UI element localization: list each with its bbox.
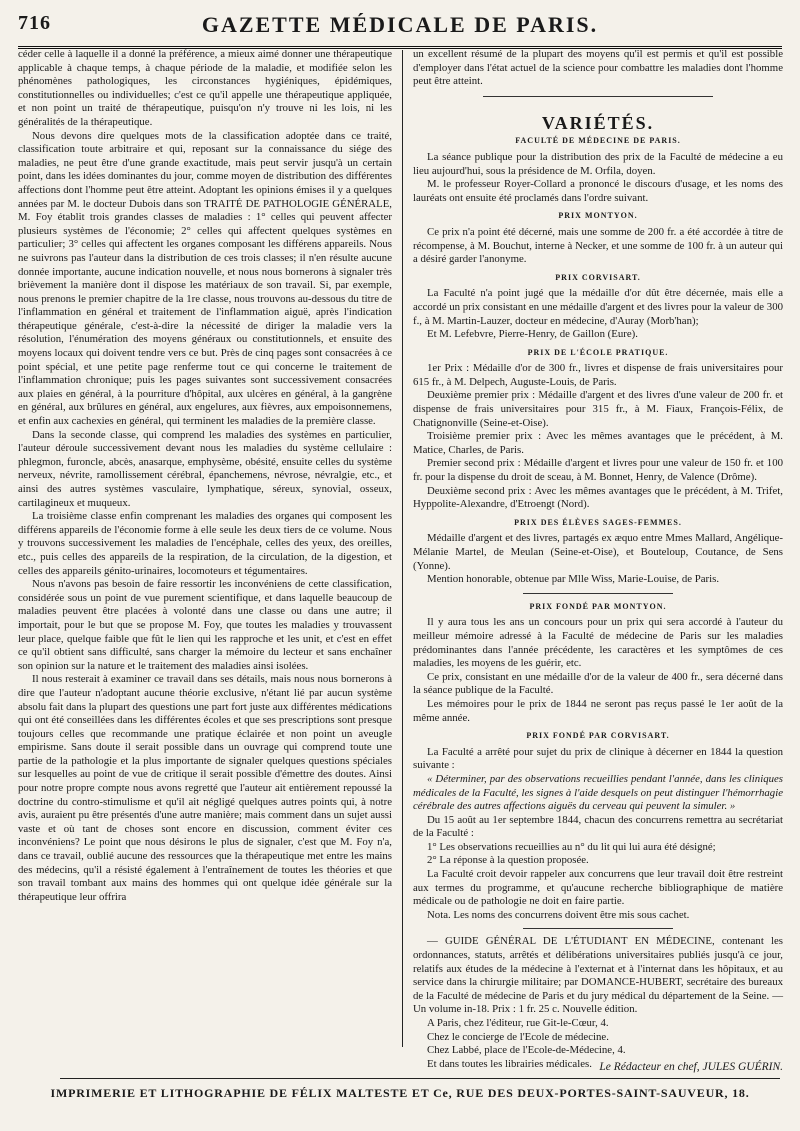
article-paragraph: Dans la seconde classe, qui comprend les maladies des systèmes en particulier, l'auteur déroule successivement devant nous les maladies du système cellulaire : phlegmon, furoncle, abcès, anasarque, emphysème, obésité, ensuite celles du système nerveux, névrite, ramollissement cérébral, épanchemens, névrose, névralgie, etc., et ainsi des autres systèmes vasculaire, lymphatique, séreux, synovial, osseux, cartilagineux et muqueux. bbox=[18, 428, 392, 509]
news-paragraph: — GUIDE GÉNÉRAL DE L'ÉTUDIANT EN MÉDECINE, contenant les ordonnances, statuts, arrêtés et délibérations universitaires publiés jusqu'à ce jour, relatifs aux études de la médecine à l'externat et à l'internat dans les hôpitaux, et au service dans la chirurgie militaire; par DOMANCE-HUBERT, secrétaire des bureaux de la Faculté de médecine de Paris et du jury médical du département de la Seine. — Un volume in-18. Prix : 1 fr. 25 c. Nouvelle édition. bbox=[413, 935, 783, 1016]
news-paragraph: Deuxième premier prix : Médaille d'argent et des livres d'une valeur de 200 fr. et dispense de frais universitaires pour 315 fr., à M. Fiaux, François-Félix, de Chatignonville (Seine-et-Oise). bbox=[413, 389, 783, 429]
section-title: VARIÉTÉS. bbox=[541, 112, 655, 133]
column-divider bbox=[402, 50, 403, 1047]
printer-imprint: IMPRIMERIE ET LITHOGRAPHIE DE FÉLIX MALTESTE ET Ce, RUE DES DEUX-PORTES-SAINT-SAUVEUR, 18. bbox=[50, 1086, 750, 1100]
editor-signature: Le Rédacteur en chef, JULES GUÉRIN. bbox=[599, 1061, 783, 1073]
news-paragraph: Chez le concierge de l'Ecole de médecine. bbox=[427, 1030, 609, 1043]
section-separator bbox=[523, 928, 673, 929]
footer-rule bbox=[60, 1078, 780, 1079]
news-paragraph: La Faculté a arrêté pour sujet du prix de clinique à décerner en 1844 la question suivante : bbox=[413, 745, 783, 772]
prize-heading: PRIX CORVISART. bbox=[555, 272, 641, 282]
article-paragraph: céder celle à laquelle il a donné la préférence, a mieux aimé donner une thérapeutique applicable à chaque temps, à chaque période de la maladie, et modifiée selon les phénomènes pathologiques, les circonstances hygiéniques, épidémiques, constitutionnelles ou individuelles; c'est ce qu'il appelle une thérapeutique appliquée, et non point un traité de thérapeutique, puisqu'on n'y trouve ni les lois, ni les généralités de la thérapeutique. bbox=[18, 48, 392, 128]
news-paragraph: Et M. Lefebvre, Pierre-Henry, de Gaillon (Eure). bbox=[427, 328, 638, 341]
news-paragraph: Nota. Les noms des concurrens doivent être mis sous cachet. bbox=[427, 908, 690, 921]
article-paragraph: Nous devons dire quelques mots de la classification adoptée dans ce traité, classification toute arbitraire et qui, reposant sur la connaissance du siége des maladies, ne peut être d'une grande exactitude, mais peut servir jusqu'à un certain point, dans les idées dominantes du jour, comme moyen de distribution des différentes affections dont l'homme peut être atteint. Adoptant les opinions émises il y a quelques années par M. le docteur Dubois dans son TRAITÉ DE PATHOLOGIE GÉNÉRALE, M. Foy établit trois grandes classes de maladies : 1° celles qui peuvent affecter plusieurs systèmes de l'économie; 2° celles qui affectent quelques systèmes en particulier; 3° celles qui affectent les organes composant les différens appareils. Nous ne suivrons pas l'auteur dans la distribution de ces trois classes; il n'en résulte aucune donnée importante, aucune indication nouvelle, et nous nous bornerons à signaler très brièvement la manière dont il dispose les matériaux de son travail. Si, par exemple, nous prenons le premier chapitre de la 1re classe, nous trouvons au-dessous du titre de l'inflammation en général et traitement de l'inflammation aiguë, après l'indication thérapeutique générale, c'est-à-dire la nécessité de diriger la maladie vers la résolution, l'énumération des moyens généraux ou constitutionnels, et ensuite des moyens locaux qui doivent tendre vers ce but. Près de cinq pages sont consacrées à ce point spécial, et une petite page renferme tout ce qui concerne le traitement de l'inflammation chronique; puis les pages suivantes sont successivement consacrées aux plaies en général, à la pourriture d'hôpital, aux ulcères en général, à la gangrène en général, aux brûlures en général, aux engelures, aux fièvres, aux empoisonnemens, et enfin aux cachexies en général, qui terminent les maladies de la première classe. bbox=[18, 129, 392, 428]
news-paragraph: Il y aura tous les ans un concours pour un prix qui sera accordé à l'auteur du meilleur mémoire adressé à la Faculté de médecine de Paris sur les maladies prédominantes dans l'année précédente, les caractères et les symptômes de ces maladies, les moyens de les guérir, etc. bbox=[413, 616, 783, 670]
prize-heading: PRIX FONDÉ PAR CORVISART. bbox=[526, 731, 670, 741]
news-paragraph: Et dans toutes les librairies médicales. bbox=[427, 1057, 592, 1070]
page-header bbox=[18, 12, 782, 49]
news-paragraph: 2° La réponse à la question proposée. bbox=[427, 854, 589, 867]
page-number: 716 bbox=[18, 12, 51, 34]
news-paragraph: Mention honorable, obtenue par Mlle Wiss, Marie-Louise, de Paris. bbox=[427, 573, 720, 586]
news-paragraph: Médaille d'argent et des livres, partagés ex æquo entre Mmes Mallard, Angélique-Mélanie Martel, de Meulan (Seine-et-Oise), et Bouteloup, Coutance, de Sens (Yonne). bbox=[413, 532, 783, 572]
news-paragraph: 1° Les observations recueillies au n° du lit qui lui aura été désigné; bbox=[427, 840, 716, 853]
section-separator bbox=[523, 593, 673, 594]
prize-heading: PRIX FONDÉ PAR MONTYON. bbox=[529, 601, 667, 611]
news-paragraph: Chez Labbé, place de l'Ecole-de-Médecine, 4. bbox=[427, 1044, 626, 1057]
article-paragraph: Nous n'avons pas besoin de faire ressortir les inconvéniens de cette classification, considérée sous un point de vue purement scientifique, et dans laquelle beaucoup de maladies peuvent être placées à volonté dans une classe ou dans une autre; il importait, pour le but que se propose M. Foy, que toutes les maladies y trouvassent leur place, quelque faible que fût le lien qui les rapproche et les unit, et c'est en effet ce qu'il obtient sans difficulté, sans charger la mémoire du lecteur et sans enchaîner son opinion sur la nature et le traitement des maladies ainsi isolées. bbox=[18, 578, 392, 672]
prize-heading: PRIX MONTYON. bbox=[558, 211, 638, 221]
news-paragraph: Du 15 août au 1er septembre 1844, chacun des concurrens remettra au secrétariat de la Faculté : bbox=[413, 813, 783, 840]
news-paragraph: A Paris, chez l'éditeur, rue Git-le-Cœur, 4. bbox=[427, 1017, 609, 1029]
news-paragraph: Deuxième second prix : Avec les mêmes avantages que le précédent, à M. Trifet, Hyppolite-Alexandre, d'Etroengt (Nord). bbox=[413, 484, 783, 511]
news-paragraph: La séance publique pour la distribution des prix de la Faculté de médecine a eu lieu aujourd'hui, sous la présidence de M. Orfila, doyen. bbox=[413, 150, 783, 177]
section-separator bbox=[483, 96, 713, 97]
prize-heading: PRIX DE L'ÉCOLE PRATIQUE. bbox=[527, 347, 669, 357]
article-paragraph: Il nous resterait à examiner ce travail dans ses détails, mais nous nous bornerons à dire que l'auteur n'adoptant aucune théorie exclusive, n'étant lié par aucun système absolu fait dans la plupart des questions une part fort juste aux différentes médications qui ont été conseillées dans les différentes écoles et que ses prescriptions sont presque toujours celles que recommande une pratique éclairée et non point un aveugle empirisme. Sans doute il serait possible dans un ouvrage qui comprend toute une partie de la pathologie et la plus importante de signaler quelques questions spéciales sur lesquelles au point de vue de critique il serait possible d'émettre des doutes. Ainsi pour notre propre compte nous avons regretté que l'auteur ait entièrement repoussé la doctrine du contro-stimulisme et qu'il ait négligé quelques autres points qui, à notre avis, auraient pu être présentés d'une autre manière; mais comment dans un sujet aussi vaste et où tant de choses sont encore en discussion, comment éviter ces inconvéniens? Le point que nous désirons le plus de signaler, c'est que M. Foy n'a, dans ce travail, oublié aucune des ressources que la thérapeutique met entre les mains des médecins, qu'il a résisté également à l'entraînement de toutes les théories et que son travail tombant aux mains des hommes qui ont quelque idée générale sur la thérapeutique leur offrira bbox=[18, 673, 392, 903]
left-column bbox=[18, 48, 392, 1049]
journal-title: GAZETTE MÉDICALE DE PARIS. bbox=[201, 12, 599, 37]
news-paragraph: Les mémoires pour le prix de 1844 ne seront pas reçus passé le 1er août de la même année. bbox=[413, 697, 783, 724]
news-paragraph: 1er Prix : Médaille d'or de 300 fr., livres et dispense de frais universitaires pour 615 fr., à M. Delpech, Auguste-Louis, de Paris. bbox=[413, 362, 783, 388]
news-paragraph: Troisième premier prix : Avec les mêmes avantages que le précédent, à M. Matice, Charles, de Paris. bbox=[413, 430, 783, 456]
article-paragraph: La troisième classe enfin comprenant les maladies des organes qui composent les différens appareils de l'économie forme à elle seule les deux tiers de ce volume. Nous y trouvons successivement les maladies de l'encéphale, celles des yeux, des oreilles, etc., puis celles des appareils de la respiration, de la circulation, de la digestion, et celles des appareils génito-urinaires, locomoteurs et tégumentaires. bbox=[18, 510, 392, 577]
news-paragraph: « Déterminer, par des observations recueillies pendant l'année, dans les cliniques médicales de la Faculté, les signes à l'aide desquels on peut distinguer l'hémorrhagie cérébrale des autres affections aiguës du cerveau qui peuvent la simuler. » bbox=[413, 772, 783, 813]
news-paragraph: Ce prix, consistant en une médaille d'or de la valeur de 400 fr., sera décerné dans la séance publique de la Faculté. bbox=[413, 670, 783, 697]
prize-heading: PRIX DES ÉLÈVES SAGES-FEMMES. bbox=[514, 517, 682, 527]
news-paragraph: M. le professeur Royer-Collard a prononcé le discours d'usage, et les noms des lauréats ont ensuite été proclamés dans l'ordre suivant. bbox=[413, 178, 783, 204]
article-paragraph: un excellent résumé de la plupart des moyens qu'il est permis et qu'il est possible d'employer dans l'état actuel de la science pour combattre les maladies dont l'homme peut être atteint. bbox=[413, 48, 783, 88]
news-paragraph: La Faculté n'a point jugé que la médaille d'or dût être décernée, mais elle a accordé un prix consistant en une médaille d'argent et des livres pour la valeur de 300 f., à M. Martin-Lauzer, docteur en médecine, d'Auray (Morb'han); bbox=[413, 287, 783, 327]
faculty-heading: FACULTÉ DE MÉDECINE DE PARIS. bbox=[515, 136, 681, 146]
news-paragraph: La Faculté croit devoir rappeler aux concurrens que leur travail doit être restreint aux termes du programme, et qu'aucune recherche bibliographique de matière médicale ou de pathologie ne doit en faire partie. bbox=[413, 868, 783, 908]
news-paragraph: Ce prix n'a point été décerné, mais une somme de 200 fr. a été accordée à titre de récompense, à M. Bouchut, interne à Necker, et une somme de 100 fr. à un auteur qui a désiré garder l'anonyme. bbox=[413, 225, 783, 266]
news-paragraph: Premier second prix : Médaille d'argent et livres pour une valeur de 150 fr. et 100 fr. pour la dispense du droit de sceau, à M. Bonnet, Henry, de Valence (Drôme). bbox=[413, 457, 783, 484]
